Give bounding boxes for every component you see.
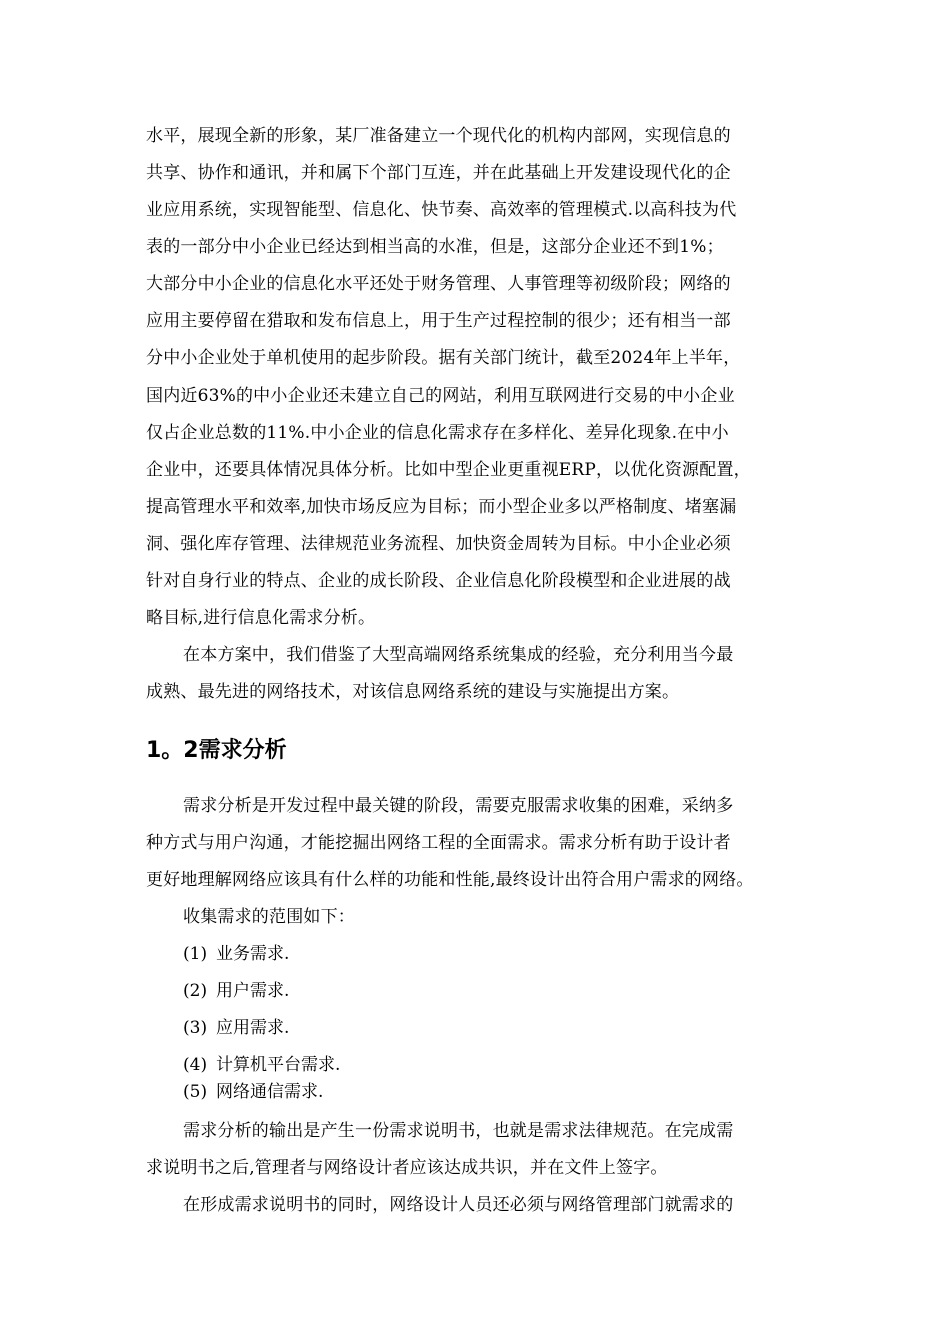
list-item-text: 应用需求. [216, 1018, 290, 1038]
list-item-text: 业务需求. [216, 944, 290, 964]
paragraph-line: 业应用系统，实现智能型、信息化、快节奏、高效率的管理模式.以高科技为代 [146, 200, 737, 220]
list-item-number: (5) [183, 1082, 208, 1102]
list-item-number: (4) [183, 1055, 208, 1075]
paragraph-line: 仅占企业总数的11%.中小企业的信息化需求存在多样化、差异化现象.在中小 [146, 423, 729, 443]
paragraph-line: 共享、协作和通讯，并和属下个部门互连，并在此基础上开发建设现代化的企 [146, 163, 731, 183]
paragraph-line: 企业中，还要具体情况具体分析。比如中型企业更重视ERP，以优化资源配置， [146, 460, 751, 480]
section-heading: 1。2需求分析 [146, 738, 287, 763]
list-item [183, 1081, 323, 1103]
paragraph-line: 大部分中小企业的信息化水平还处于财务管理、人事管理等初级阶段；网络的 [146, 274, 731, 294]
paragraph-line: 成熟、最先进的网络技术，对该信息网络系统的建设与实施提出方案。 [146, 682, 680, 702]
paragraph-line: 求说明书之后,管理者与网络设计者应该达成共识，并在文件上签字。 [146, 1158, 668, 1178]
list-item [183, 943, 289, 965]
list-item-text: 用户需求. [216, 981, 290, 1001]
list-item-number: (3) [183, 1018, 208, 1038]
paragraph-line: 提高管理水平和效率,加快市场反应为目标；而小型企业多以严格制度、堵塞漏 [146, 497, 737, 517]
paragraph-line: 收集需求的范围如下： [183, 907, 355, 927]
paragraph-line: 针对自身行业的特点、企业的成长阶段、企业信息化阶段模型和企业进展的战 [146, 571, 731, 591]
paragraph-line: 在形成需求说明书的同时，网络设计人员还必须与网络管理部门就需求的 [183, 1195, 734, 1215]
paragraph-line: 应用主要停留在猎取和发布信息上，用于生产过程控制的很少；还有相当一部 [146, 311, 731, 331]
paragraph-line: 更好地理解网络应该具有什么样的功能和性能,最终设计出符合用户需求的网络。 [146, 870, 754, 890]
list-item-text: 计算机平台需求. [216, 1055, 341, 1075]
paragraph-line: 分中小企业处于单机使用的起步阶段。据有关部门统计，截至2024年上半年， [146, 348, 741, 368]
list-item-number: (2) [183, 981, 208, 1001]
list-item [183, 980, 289, 1002]
paragraph-line: 略目标,进行信息化需求分析。 [146, 608, 376, 628]
paragraph-line: 需求分析的输出是产生一份需求说明书，也就是需求法律规范。在完成需 [183, 1121, 734, 1141]
paragraph-line: 需求分析是开发过程中最关键的阶段，需要克服需求收集的困难，采纳多 [183, 796, 734, 816]
list-item-text: 网络通信需求. [216, 1082, 324, 1102]
paragraph-line: 表的一部分中小企业已经达到相当高的水准，但是，这部分企业还不到1%； [146, 237, 724, 257]
list-item [183, 1054, 340, 1076]
paragraph-line: 国内近63%的中小企业还未建立自己的网站，利用互联网进行交易的中小企业 [146, 386, 735, 406]
paragraph-line: 种方式与用户沟通，才能挖掘出网络工程的全面需求。需求分析有助于设计者 [146, 833, 731, 853]
list-item-number: (1) [183, 944, 208, 964]
paragraph-line: 洞、强化库存管理、法律规范业务流程、加快资金周转为目标。中小企业必须 [146, 534, 731, 554]
paragraph-line: 在本方案中，我们借鉴了大型高端网络系统集成的经验，充分利用当今最 [183, 645, 734, 665]
list-item [183, 1017, 289, 1039]
paragraph-line: 水平，展现全新的形象，某厂准备建立一个现代化的机构内部网，实现信息的 [146, 126, 731, 146]
